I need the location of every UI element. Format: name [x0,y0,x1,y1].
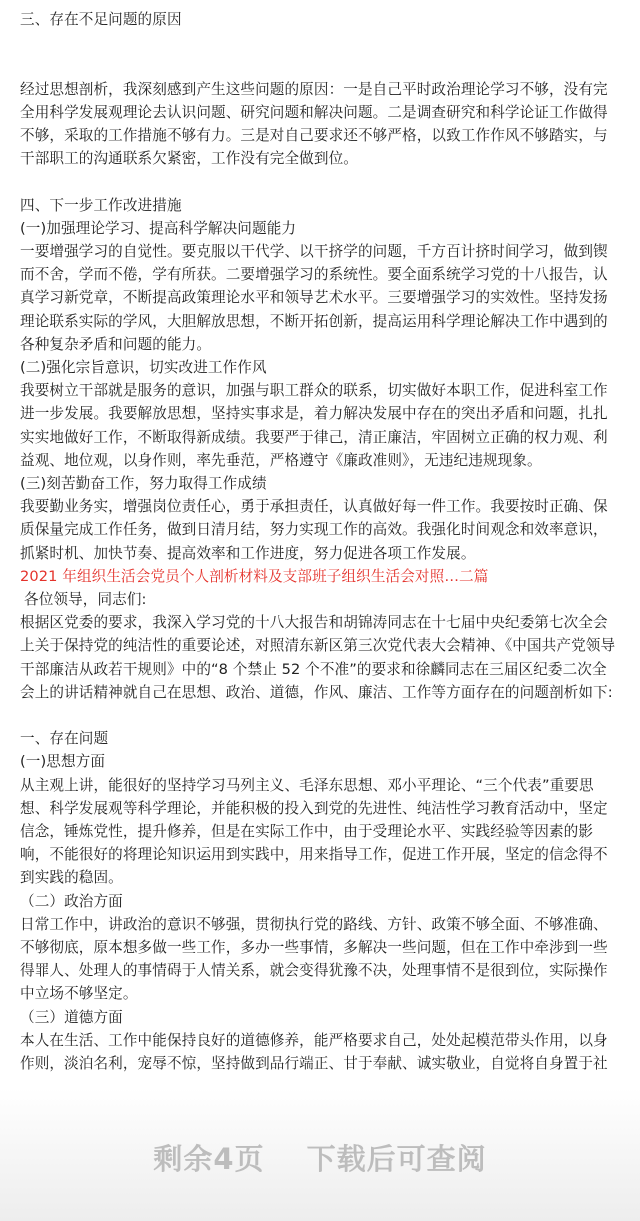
p3-heading: （三）道德方面 [20,1008,123,1026]
sub2-heading: (二)强化宗旨意识，切实改进工作作风 [20,359,267,377]
greeting: 各位领导，同志们: [24,591,147,609]
remaining-pages-label: 剩余4页 [153,1142,265,1176]
p3-body: 本人在生活、工作中能保持良好的道德修养，能严格要求自己，处处起模范带头作用，以身作则，淡泊名利，宠辱不惊，坚持做到品行端正、甘于奉献、诚实敬业，自觉将自身置于社 [20,1031,608,1073]
p2-heading: （二）政治方面 [20,892,123,910]
spacer [20,31,620,77]
section3-heading: 三、存在不足问题的原因 [20,11,182,28]
p2-body: 日常工作中，讲政治的意识不够强，贯彻执行党的路线、方针、政策不够全面、不够准确、不够彻底，原本想多做一些工作，多办一些事情，多解决一些问题，但在工作中牵涉到一些得罪人、处理人的事情碍于人情关系，就会变得犹豫不决，处理事情不是很到位，实际操作中立场不够坚定。 [20,915,608,1003]
related-article-link[interactable]: 2021 年组织生活会党员个人剖析材料及支部班子组织生活会对照…二篇 [20,567,489,585]
intro-body: 根据区党委的要求，我深入学习党的十八大报告和胡锦涛同志在十七届中央纪委第七次全会上关于保持党的纯洁性的重要论述，对照清东新区第三次党代表大会精神、《中国共产党领导干部廉洁从政若干规则》中的“8 个禁止 52 个不准”的要求和徐麟同志在三届区纪委二次全会上的讲话精神就自己在思想、政治、道德，作风、廉洁、工作等方面存在的问题剖析如下: [20,614,616,701]
p1-heading: (一)思想方面 [20,753,106,771]
download-banner-message [0,1137,640,1178]
section4-heading: 四、下一步工作改进措施 [20,196,182,214]
p1-body: 从主观上讲，能很好的坚持学习马列主义、毛泽东思想、邓小平理论、“三个代表”重要思想、科学发展观等科学理论，并能积极的投入到党的先进性、纯洁性学习教育活动中，坚定信念，锤炼党性，提升修养，但是在实际工作中，由于受理论水平、实践经验等因素的影响，不能很好的将理论知识运用到实践中，用来指导工作，促进工作开展，坚定的信念得不到实践的稳固。 [20,776,608,887]
sub3-heading: (三)刻苦勤奋工作，努力取得工作成绩 [20,475,267,493]
sub1-body: 一要增强学习的自觉性。要克服以干代学、以干挤学的问题，千方百计挤时间学习，做到锲而不舍，学而不倦，学有所获。二要增强学习的系统性。要全面系统学习党的十八报告，认真学习新党章，不断提高政策理论水平和领导艺术水平。三要增强学习的实效性。坚持发扬理论联系实际的学风，大胆解放思想，不断开拓创新，提高运用科学理论解决工作中遇到的各种复杂矛盾和问题的能力。 [20,243,608,353]
download-to-view-label[interactable]: 下载后可查阅 [306,1142,487,1176]
section3-body: 经过思想剖析，我深刻感到产生这些问题的原因：一是自己平时政治理论学习不够，没有完全用科学发展观理论去认识问题、研究问题和解决问题。二是调查研究和科学论证工作做得不够，采取的工作措施不够有力。三是对自己要求还不够严格，以致工作作风不够踏实，与干部职工的沟通联系欠紧密，工作没有完全做到位。 [20,80,608,168]
document-body [20,8,620,1075]
sub3-body: 我要勤业务实，增强岗位责任心，勇于承担责任，认真做好每一件工作。我要按时正确、保质保量完成工作任务，做到日清月结，努力实现工作的高效。我强化时间观念和效率意识，抓紧时机、加快节奏、提高效率和工作进度，努力促进各项工作发展。 [20,498,608,562]
sub1-heading: (一)加强理论学习、提高科学解决问题能力 [20,219,297,237]
part1-heading: 一、存在问题 [20,730,109,748]
sub2-body: 我要树立干部就是服务的意识，加强与职工群众的联系，切实做好本职工作，促进科室工作进一步发展。我要解放思想，坚持实事求是，着力解决发展中存在的突出矛盾和问题，扎扎实实地做好工作，不断取得新成绩。我要严于律己，清正廉洁，牢固树立正确的权力观、利益观、地位观，以身作则，率先垂范，严格遵守《廉政准则》，无违纪违规现象。 [20,382,608,469]
spacer [20,704,620,727]
spacer [20,170,620,193]
download-banner[interactable] [0,1088,640,1221]
